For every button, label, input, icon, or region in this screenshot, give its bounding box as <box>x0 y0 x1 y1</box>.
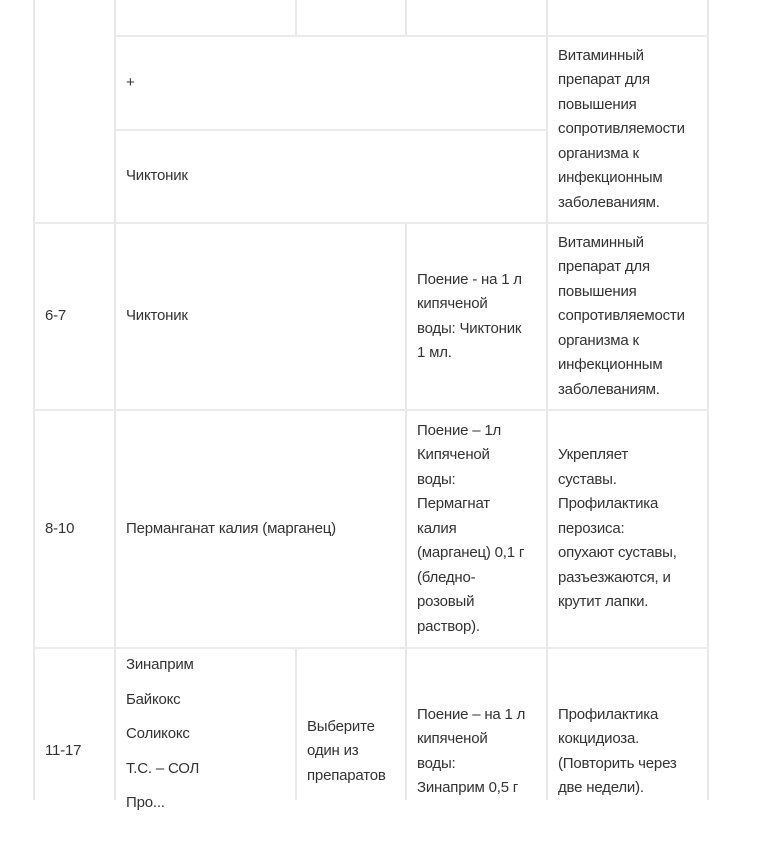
day-range: 6-7 <box>45 307 67 325</box>
drug-option: Байкокс <box>126 690 181 708</box>
table-cell-purpose <box>558 411 708 647</box>
purpose-text: Укрепляет суставы. Профилактика перозиса: опухают суставы, разъезжаются, и крутит лапки. <box>558 446 677 611</box>
column-divider-dosage <box>405 223 407 800</box>
drug-name: Чиктоник <box>126 307 188 325</box>
column-divider-dosage-top <box>405 0 407 36</box>
table-cell-drug-list <box>126 648 294 821</box>
table-cell-day <box>45 649 113 854</box>
note-text: Выберите один из препаратов <box>307 717 386 784</box>
table-cell-purpose <box>558 37 708 222</box>
drug-option: Соликокс <box>126 725 190 742</box>
dosage-text: Поение - на 1 л кипяченой воды: Чиктоник 1 мл. <box>417 270 522 361</box>
table-cell-purpose <box>558 649 708 854</box>
column-divider-day <box>114 0 116 800</box>
column-divider-purpose <box>546 0 548 800</box>
table-cell-day <box>45 411 113 647</box>
purpose-text: Профилактика кокцидиоза. (Повторить через две недели). <box>558 705 677 796</box>
drug-name: Перманганат калия (марганец) <box>126 519 336 537</box>
purpose-text: Витаминный препарат для повышения сопротивляемости организма к инфекционным заболеваниям. <box>558 46 685 211</box>
drug-name: + <box>126 73 135 91</box>
table-cell-dosage <box>417 649 545 854</box>
day-range: 8-10 <box>45 519 75 537</box>
dosage-text: Поение – на 1 л кипяченой воды: Зинаприм 0,5 г <box>417 705 526 796</box>
table-cell-drug <box>126 224 404 409</box>
drug-name: Чиктоник <box>126 167 188 185</box>
drug-option: Зинаприм <box>126 656 194 673</box>
table-cell-drug <box>126 131 536 222</box>
table-cell-dosage <box>417 224 545 409</box>
table-border-left <box>33 0 35 800</box>
table-cell-dosage <box>417 411 545 647</box>
table-cell-drug <box>126 37 536 129</box>
dosage-text: Поение – 1л Кипяченой воды: Пермагнат калия (марганец) 0,1 г (бледно- розовый раствор). <box>417 421 525 635</box>
purpose-text: Витаминный препарат для повышения сопротивляемости организма к инфекционным заболеваниям. <box>558 233 685 398</box>
drug-option: Т.С. – СОЛ <box>126 759 200 777</box>
table-cell-drug <box>126 411 404 647</box>
drug-option: Про... <box>126 794 165 811</box>
table-cell-day <box>45 224 113 409</box>
column-divider-drug-top <box>295 0 297 36</box>
column-divider-drug-bottom <box>295 648 297 800</box>
day-range: 11-17 <box>45 742 82 760</box>
table-cell-purpose <box>558 224 708 409</box>
table-cell-note <box>307 649 405 854</box>
